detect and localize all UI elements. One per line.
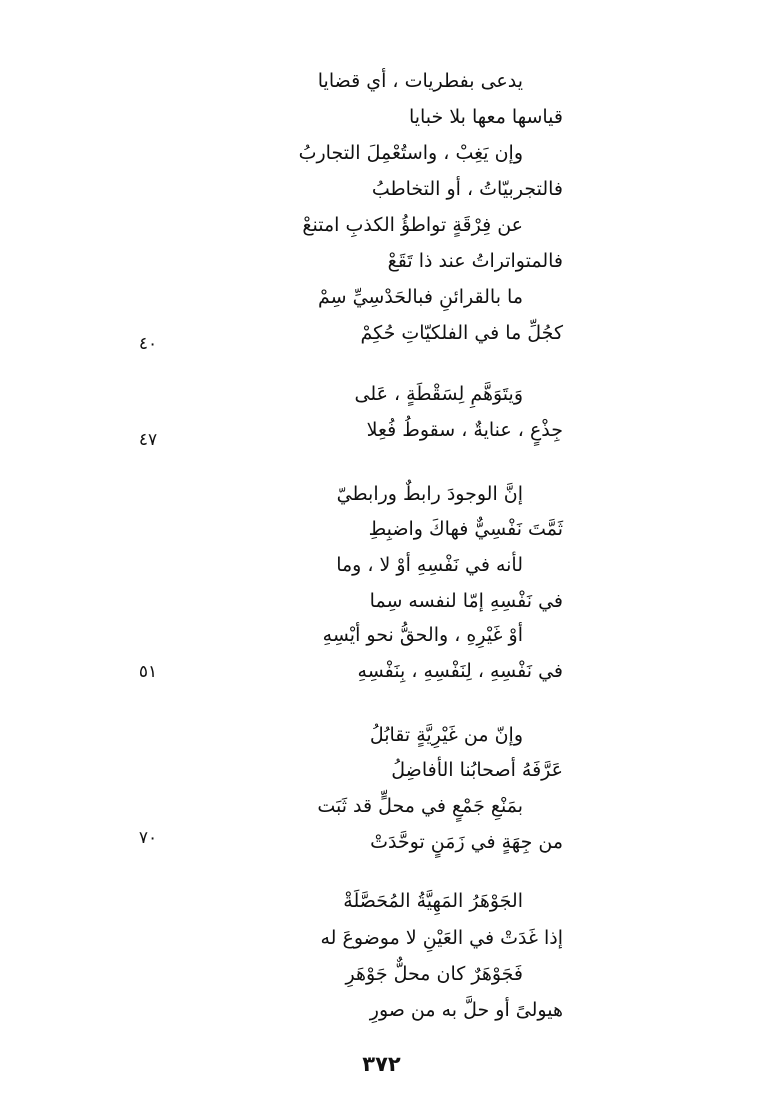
verse-line: لأنه في نَفْسِهِ أوْ لا ، وما — [336, 554, 523, 576]
verse-number: ٥١ — [138, 662, 158, 682]
verse-line: كجُلِّ ما في الفلكيّاتِ حُكِمْ — [360, 322, 563, 344]
verse-line: ما بالقرائنِ فبالحَدْسِيِّ سِمْ — [317, 286, 523, 308]
verse-line: وإنّ من غَيْرِيَّةٍ تقابُلُ — [369, 724, 523, 746]
verse-line: الجَوْهَرُ المَهِيَّةُ المُحَصَّلَةْ — [343, 890, 523, 912]
verse-line: هيولىً أو حلَّ به من صورِ — [369, 999, 563, 1021]
verse-line: قياسها معها بلا خبايا — [408, 106, 563, 128]
verse-number: ٧٠ — [138, 828, 158, 848]
verse-line: فَجَوْهَرٌ كان محلٌّ جَوْهَرِ — [345, 963, 523, 985]
verse-line: في نَفْسِهِ إمّا لنفسه سِما — [369, 590, 563, 612]
verse-line: إذا غَدَتْ في العَيْنِ لا موضوعَ له — [320, 927, 563, 949]
verse-line: فالمتواتراتُ عند ذا تَقَعْ — [387, 250, 563, 272]
verse-line: إنَّ الوجودَ رابطٌ ورابطيّ — [336, 483, 523, 505]
verse-number: ٤٧ — [138, 430, 158, 450]
verse-number: ٤٠ — [138, 334, 158, 354]
verse-line: بمَنْعِ جَمْعٍ في محلٍّ قد ثَبَت — [317, 795, 523, 817]
verse-line: يدعى بفطريات ، أي قضايا — [317, 70, 523, 92]
verse-line: أوْ غَيْرِهِ ، والحقُّ نحو أيْسِهِ — [322, 624, 523, 646]
verse-line: فالتجربيّاتُ ، أو التخاطبُ — [371, 178, 563, 200]
verse-line: من جِهَةٍ في زَمَنٍ توحَّدَتْ — [370, 831, 563, 853]
verse-line: جِذْعٍ ، عنايةٌ ، سقوطُ فُعِلا — [366, 419, 563, 441]
verse-line: ثَمَّتَ نَفْسِيٌّ فهاكَ واضبِطِ — [368, 518, 563, 540]
verse-line: عَرَّفَهُ أصحابُنا الأفاضِلُ — [391, 759, 563, 781]
verse-line: وإن يَغِبْ ، واستُعْمِلَ التجاربُ — [298, 142, 523, 164]
verse-line: عن فِرْقَةٍ تواطؤُ الكذبِ امتنعْ — [302, 214, 523, 236]
verse-line: في نَفْسِهِ ، لِنَفْسِهِ ، بِنَفْسِهِ — [357, 660, 563, 682]
page-number: ٣٧٢ — [362, 1052, 401, 1076]
verse-line: وَيتَوَهَّمِ لِسَقْطَةٍ ، عَلى — [354, 383, 523, 405]
